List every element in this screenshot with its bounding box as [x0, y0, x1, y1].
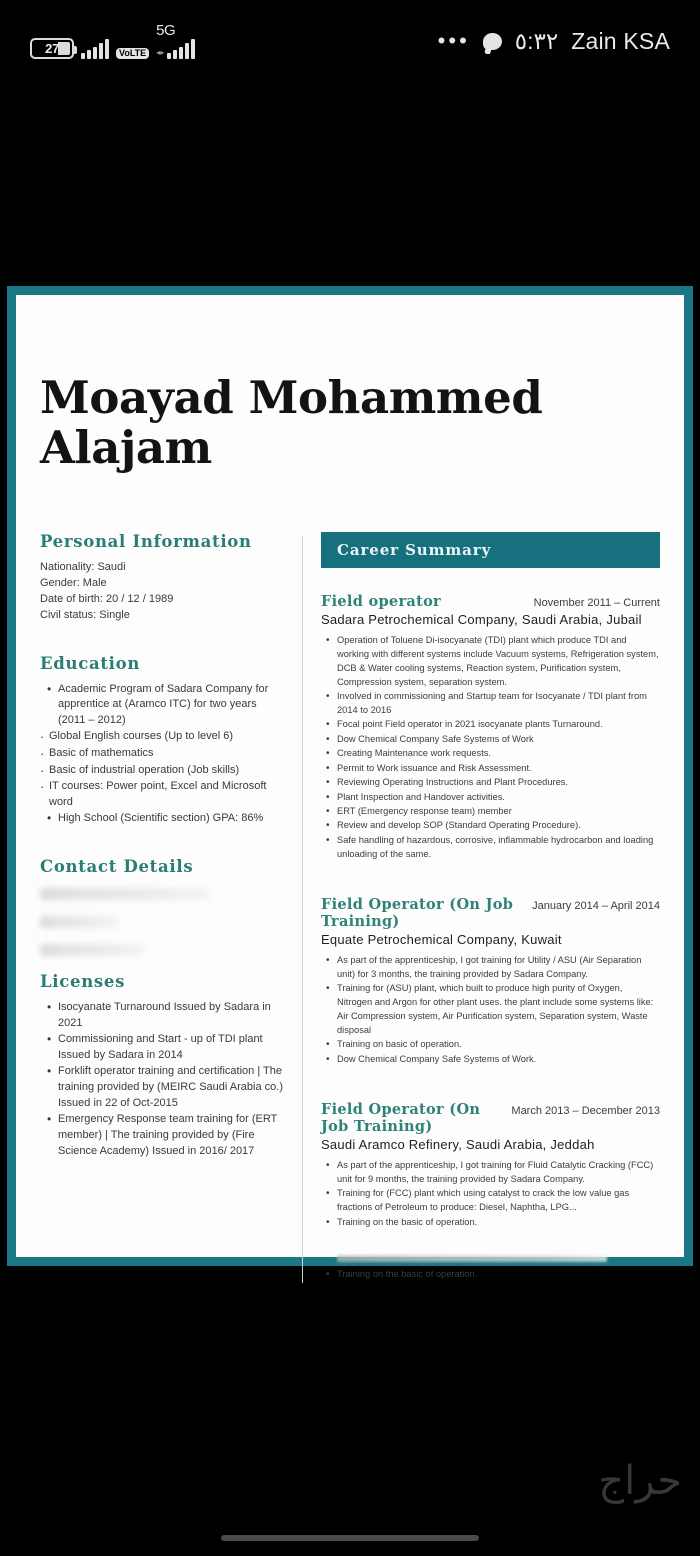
list-item: • Permit to Work issuance and Risk Assessment. [321, 762, 660, 776]
trailing-bullet-list [321, 1268, 660, 1282]
home-gesture-handle[interactable] [221, 1535, 479, 1541]
resume-page [16, 295, 684, 1280]
redacted-line [40, 916, 118, 928]
volte-icon [116, 48, 149, 59]
list-item: • Emergency Response team training for (ERT member) | The training provided by (Fire Science Academy) Issued in 2016/ 2017 [40, 1112, 286, 1159]
licenses-list [40, 1000, 286, 1159]
list-item: • High School (Scientific section) GPA: 86% [40, 811, 286, 827]
job-title: Field Operator (On Job Training) [321, 895, 514, 930]
status-bar-left [30, 23, 195, 59]
job-bullets [321, 954, 660, 1067]
list-item: · Global English courses (Up to level 6) [40, 729, 286, 745]
job-dates: November 2011 – Current [533, 596, 660, 609]
carrier-label: Zain KSA [571, 27, 670, 54]
clipped-text-artifact [337, 1255, 607, 1262]
education-list [40, 682, 286, 827]
personal-information-list [40, 560, 286, 624]
section-heading-licenses: Licenses [40, 972, 126, 992]
redacted-line [40, 944, 144, 956]
job-dates: January 2014 – April 2014 [532, 899, 660, 912]
list-item: • Involved in commissioning and Startup team for Isocyanate / TDI plant from 2014 to 2016 [321, 690, 660, 718]
page-title: Moayad Mohammed Alajam [40, 371, 543, 475]
list-item: · Basic of industrial operation (Job skills) [40, 763, 286, 779]
job-title: Field Operator (On Job Training) [321, 1100, 481, 1135]
list-item: • ERT (Emergency response team) member [321, 805, 660, 819]
section-heading-education: Education [40, 653, 141, 673]
job-entry [321, 896, 660, 1067]
battery-icon [30, 38, 74, 59]
list-item: • Training on the basic of operation. [321, 1216, 660, 1230]
list-item: • Operation of Toluene Di-isocyanate (TDI) plant which produce TDI and working with different systems include Vacuum systems, Refrigeration system, DCB & Water cooling systems, Reaction system, Purification system, Compression system, separation system. [321, 634, 660, 690]
list-item: • Focal point Field operator in 2021 isocyanate plants Turnaround. [321, 718, 660, 732]
list-item: • Training for (ASU) plant, which built to produce high purity of Oxygen, Nitrogen and Argon for other plant uses. the plant include some systems like: Air Compression system, Air Purification system, Separation system, Waste disposal [321, 982, 660, 1038]
job-organization: Sadara Petrochemical Company, Saudi Arabia, Jubail [321, 611, 642, 627]
haraj-watermark: حراج [598, 1458, 682, 1504]
personal-info-line: Nationality: Saudi [40, 560, 126, 573]
personal-info-line: Gender: Male [40, 576, 107, 589]
job-bullets [321, 1159, 660, 1230]
job-entry [321, 593, 660, 862]
list-item: • Plant Inspection and Handover activities. [321, 791, 660, 805]
job-header [321, 593, 660, 610]
section-heading-personal-information: Personal Information [40, 531, 252, 551]
contact-details-redacted [40, 888, 286, 956]
personal-info-line: Civil status: Single [40, 608, 130, 621]
list-item: • Creating Maintenance work requests. [321, 747, 660, 761]
status-bar-right [438, 28, 670, 55]
section-heading-contact-details: Contact Details [40, 857, 194, 877]
list-item: • Training on basic of operation. [321, 1038, 660, 1052]
list-item: • Isocyanate Turnaround Issued by Sadara in 2021 [40, 1000, 286, 1031]
data-transfer-icon: ◂▸ [156, 48, 165, 57]
resume-columns [40, 532, 660, 1283]
list-item: • Training on the basic of operation. [321, 1268, 660, 1282]
clock-label: ٥:٣٢ [514, 27, 559, 54]
network-indicator [156, 23, 195, 59]
status-bar [0, 0, 700, 82]
list-item: • As part of the apprenticeship, I got training for Utility / ASU (Air Separation unit) for 3 months, the training provided by Sadara Company. [321, 954, 660, 982]
job-bullets [321, 634, 660, 862]
list-item: • Training for (FCC) plant which using catalyst to crack the low value gas fractions of Petroleum to produce: Diesel, Naphtha, LPG... [321, 1187, 660, 1215]
resume-left-column [40, 532, 302, 1283]
list-item: • Dow Chemical Company Safe Systems of Work [321, 733, 660, 747]
redacted-line [40, 888, 210, 900]
list-item: • Review and develop SOP (Standard Operating Procedure). [321, 819, 660, 833]
job-organization: Equate Petrochemical Company, Kuwait [321, 931, 562, 947]
list-item: · Basic of mathematics [40, 746, 286, 762]
column-divider [302, 536, 303, 1283]
section-heading-career-summary: Career Summary [321, 532, 660, 568]
list-item: · IT courses: Power point, Excel and Microsoft word [40, 779, 286, 810]
list-item: • Academic Program of Sadara Company for apprentice at (Aramco ITC) for two years (2011 – 2012) [40, 682, 286, 729]
job-dates: March 2013 – December 2013 [511, 1104, 660, 1117]
list-item: • Dow Chemical Company Safe Systems of Work. [321, 1053, 660, 1067]
job-entry [321, 1101, 660, 1230]
resume-image[interactable] [7, 286, 693, 1280]
resume-right-column [321, 532, 660, 1283]
list-item: • Commissioning and Start - up of TDI plant Issued by Sadara in 2014 [40, 1032, 286, 1063]
list-item: • Reviewing Operating Instructions and Plant Procedures. [321, 776, 660, 790]
job-title: Field operator [321, 592, 442, 610]
job-header [321, 1101, 660, 1135]
job-organization: Saudi Aramco Refinery, Saudi Arabia, Jeddah [321, 1136, 595, 1152]
signal-bars-secondary-icon [167, 39, 195, 59]
list-item: • Safe handling of hazardous, corrosive, inflammable hydrocarbon and loading unloading of the same. [321, 834, 660, 862]
list-item: • As part of the apprenticeship, I got training for Fluid Catalytic Cracking (FCC) unit for 9 months, the training provided by Sadara Company. [321, 1159, 660, 1187]
navigation-bar [0, 1520, 700, 1556]
signal-bars-icon [81, 39, 109, 59]
list-item: • Forklift operator training and certification | The training provided by (MEIRC Saudi Arabia co.) Issued in 22 of Oct-2015 [40, 1064, 286, 1111]
chat-bubble-icon [483, 33, 502, 50]
personal-info-line: Date of birth: 20 / 12 / 1989 [40, 592, 174, 605]
job-header [321, 896, 660, 930]
volte-label: VoLTE [119, 47, 147, 58]
battery-level-label: 27 [45, 41, 59, 56]
network-type-label: 5G [156, 22, 176, 39]
more-notifications-icon: ••• [437, 28, 470, 54]
